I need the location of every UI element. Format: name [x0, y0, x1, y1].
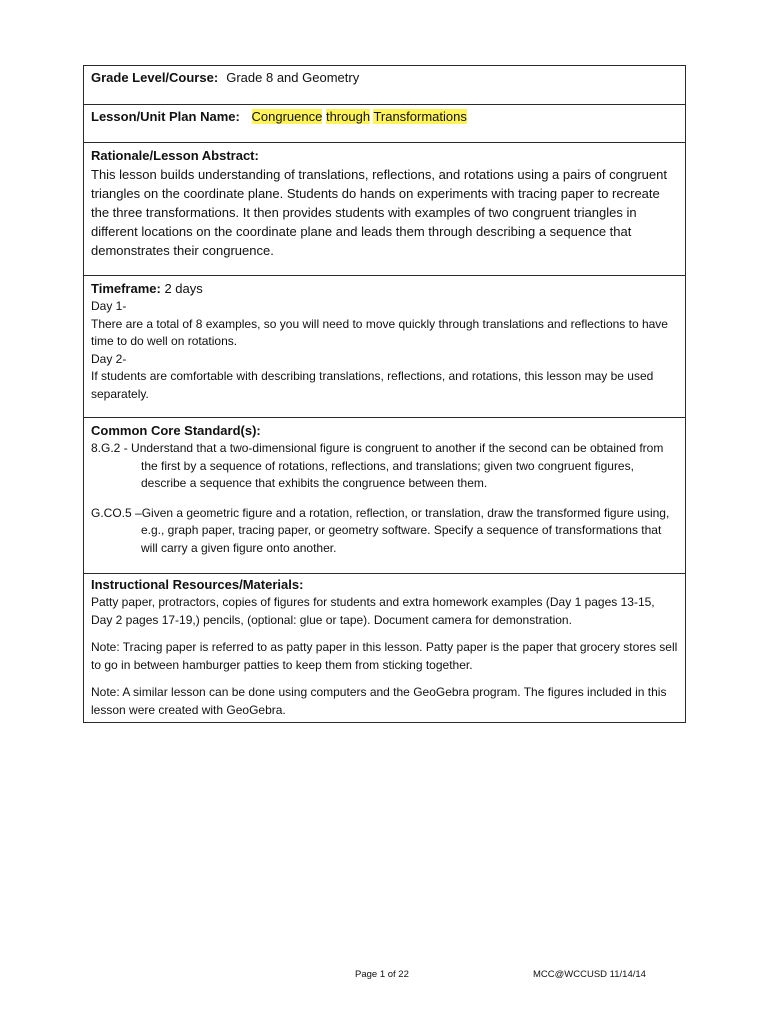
footer-author-date: MCC@WCCUSD 11/14/14: [533, 969, 646, 980]
day2-text: If students are comfortable with describing translations, reflections, and rotations, this lesson may be used separately.: [91, 369, 654, 401]
day1-text: There are a total of 8 examples, so you will need to move quickly through translations and reflections to have time to do well on rotations.: [91, 316, 668, 348]
standard-text: - Understand that a two-dimensional figure is congruent to another if the second can be obtained from the first by a sequence of rotations, reflections, and translations; given two congruent figures, describe a sequence that exhibits the congruence between them.: [120, 441, 664, 490]
standard-8g2: [91, 440, 679, 493]
rationale-label: Rationale/Lesson Abstract:: [91, 148, 259, 163]
resources-materials: Patty paper, protractors, copies of figures for students and extra homework examples (Day 1 pages 13-15, Day 2 pages 17-19,) pencils, (optional: glue or tape). Document camera for demonstration.: [91, 595, 655, 627]
standards-label: Common Core Standard(s):: [91, 423, 261, 438]
lesson-name-word-2: through: [325, 109, 371, 124]
day1-heading: Day 1-: [91, 299, 127, 313]
timeframe-value: 2 days: [164, 281, 203, 296]
resources-note-patty-paper: Note: Tracing paper is referred to as patty paper in this lesson. Patty paper is the paper that grocery stores sell to go in between hamburger patties to keep them from sticking together.: [91, 640, 678, 672]
resources-row: [84, 574, 685, 722]
lesson-plan-table: [83, 65, 686, 723]
standard-text: –Given a geometric figure and a rotation, reflection, or translation, draw the transformed figure using, e.g., graph paper, tracing paper, or geometry software. Specify a sequence of transformations that will carry a given figure onto another.: [131, 505, 670, 555]
standards-row: [84, 418, 685, 574]
grade-level-row: [84, 66, 685, 105]
resources-note-geogebra: Note: A similar lesson can be done using computers and the GeoGebra program. The figures included in this lesson were created with GeoGebra.: [91, 685, 667, 717]
rationale-row: [84, 143, 685, 276]
lesson-name-word-3: Transformations: [373, 109, 467, 124]
timeframe-label: Timeframe:: [91, 281, 161, 296]
lesson-name-label: Lesson/Unit Plan Name:: [91, 109, 240, 124]
resources-label: Instructional Resources/Materials:: [91, 577, 304, 592]
day2-heading: Day 2-: [91, 351, 127, 366]
standard-code: 8.G.2: [91, 441, 121, 455]
grade-level-value: Grade 8 and Geometry: [226, 70, 360, 85]
rationale-text: This lesson builds understanding of translations, reflections, and rotations using a pairs of congruent triangles on the coordinate plane. Students do hands on experiments with tracing paper to recreate the three transformations. It then provides students with examples of two congruent triangles in different locations on the coordinate plane and leads them through describing a sequence that demonstrates their congruence.: [91, 167, 667, 258]
lesson-name-value: [244, 109, 467, 124]
grade-level-label: Grade Level/Course:: [91, 70, 219, 85]
timeframe-heading: [91, 279, 679, 298]
standard-gco5: [91, 505, 679, 558]
lesson-name-row: [84, 105, 685, 143]
standard-code: G.CO.5: [91, 505, 132, 520]
timeframe-row: [84, 276, 685, 418]
lesson-name-word-1: Congruence: [251, 109, 323, 124]
footer-page-number: Page 1 of 22: [355, 969, 409, 980]
